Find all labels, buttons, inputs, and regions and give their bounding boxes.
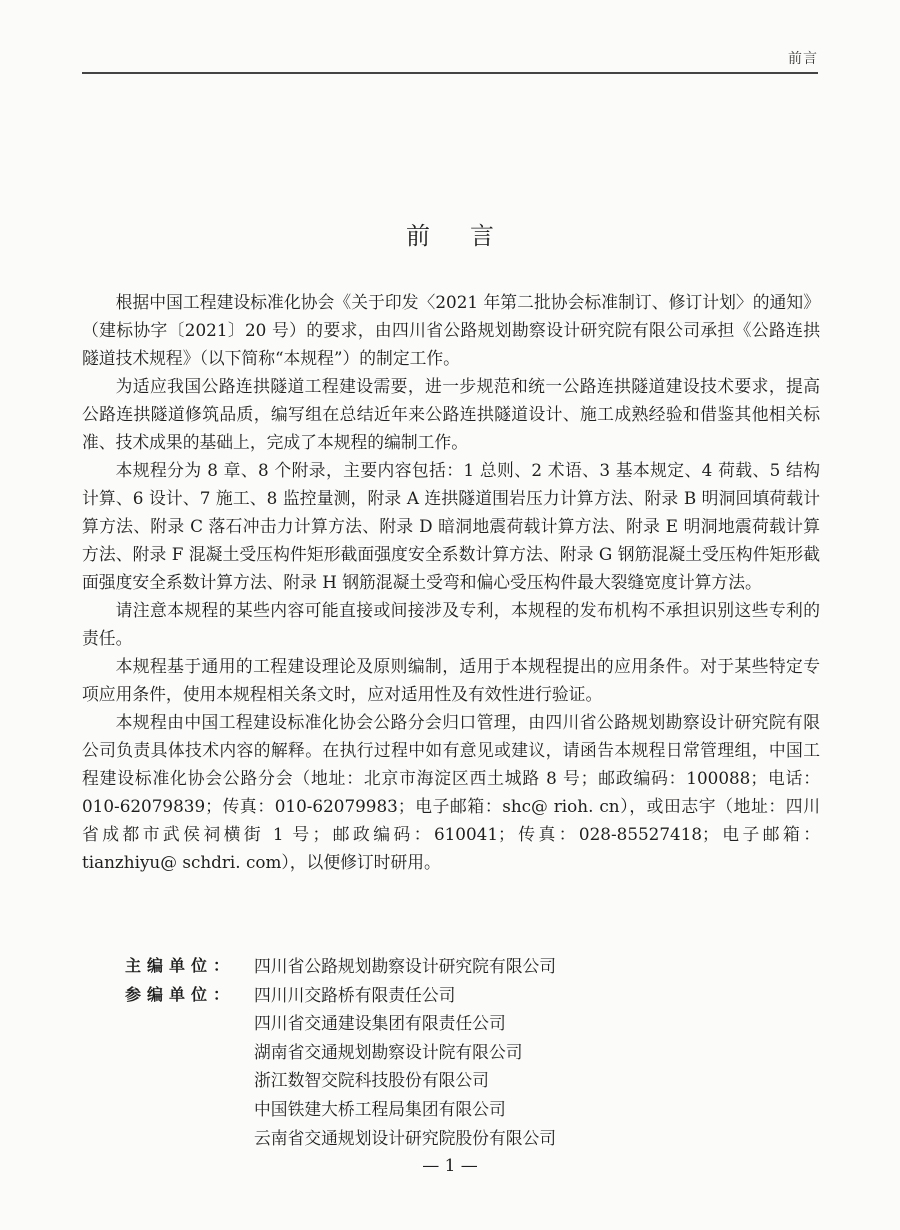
page-title: 前言 — [406, 222, 534, 251]
chief-unit-row — [82, 952, 820, 981]
participating-unit-row — [82, 1124, 820, 1153]
participating-unit-row — [82, 1009, 820, 1038]
participating-unit: 云南省交通规划设计研究院股份有限公司 — [254, 1127, 557, 1148]
participating-unit: 湖南省交通规划勘察设计院有限公司 — [254, 1041, 523, 1062]
paragraph-patent-notice: 请注意本规程的某些内容可能直接或间接涉及专利，本规程的发布机构不承担识别这些专利的责任。 — [82, 600, 820, 648]
paragraph-applicability: 本规程基于通用的工程建设理论及原则编制，适用于本规程提出的应用条件。对于某些特定专项应用条件，使用本规程相关条文时，应对适用性及有效性进行验证。 — [82, 656, 820, 704]
paragraph-purpose: 为适应我国公路连拱隧道工程建设需要，进一步规范和统一公路连拱隧道建设技术要求，提高公路连拱隧道修筑品质，编写组在总结近年来公路连拱隧道设计、施工成熟经验和借鉴其他相关标准、技术成果的基础上，完成了本规程的编制工作。 — [82, 376, 820, 452]
participating-unit-row — [82, 981, 820, 1010]
participating-unit-row — [82, 1066, 820, 1095]
participating-unit: 中国铁建大桥工程局集团有限公司 — [254, 1098, 506, 1119]
header-rule — [82, 72, 818, 74]
paragraph-contact: 本规程由中国工程建设标准化协会公路分会归口管理，由四川省公路规划勘察设计研究院有限公司负责具体技术内容的解释。在执行过程中如有意见或建议，请函告本规程日常管理组，中国工程建设标准化协会公路分会（地址：北京市海淀区西土城路 8 号；邮政编码：100088；电话：010-62079839；传真：010-62079983；电子邮箱：shc@ rioh. cn），或田志宇（地址：四川省成都市武侯祠横街 1 号；邮政编码：610041；传真：028-85527418；电子邮箱：tianzhiyu@ schdri. com），以便修订时研用。 — [82, 712, 820, 872]
chief-unit: 四川省公路规划勘察设计研究院有限公司 — [254, 956, 557, 976]
participating-unit: 四川省交通建设集团有限责任公司 — [254, 1013, 506, 1034]
paragraph-contents: 本规程分为 8 章、8 个附录，主要内容包括：1 总则、2 术语、3 基本规定、4 荷载、5 结构计算、6 设计、7 施工、8 监控量测，附录 A 连拱隧道围岩压力计算方法、附录 B 明洞回填荷载计算方法、附录 C 落石冲击力计算方法、附录 D 暗洞地震荷载计算方法、附录 E 明洞地震荷载计算方法、附录 F 混凝土受压构件矩形截面强度安全系数计算方法、附录 G 钢筋混凝土受压构件矩形截面强度安全系数计算方法、附录 H 钢筋混凝土受弯和偏心受压构件最大裂缝宽度计算方法。 — [82, 460, 820, 592]
editing-units — [82, 952, 820, 1152]
running-header: 前言 — [788, 51, 818, 67]
paragraph-commission: 根据中国工程建设标准化协会《关于印发〈2021 年第二批协会标准制订、修订计划〉的通知》（建标协字〔2021〕20 号）的要求，由四川省公路规划勘察设计研究院有限公司承担《公路连拱隧道技术规程》（以下简称“本规程”）的制定工作。 — [82, 292, 820, 368]
participating-unit: 四川川交路桥有限责任公司 — [254, 984, 456, 1005]
chief-unit-label: 主编单位： — [125, 956, 230, 975]
participating-unit-row — [82, 1095, 820, 1124]
participating-unit-row — [82, 1038, 820, 1067]
preface-body — [82, 288, 820, 876]
participating-unit: 浙江数智交院科技股份有限公司 — [254, 1070, 489, 1091]
participating-unit-label: 参编单位： — [125, 984, 230, 1004]
page-number: — 1 — — [422, 1156, 478, 1176]
